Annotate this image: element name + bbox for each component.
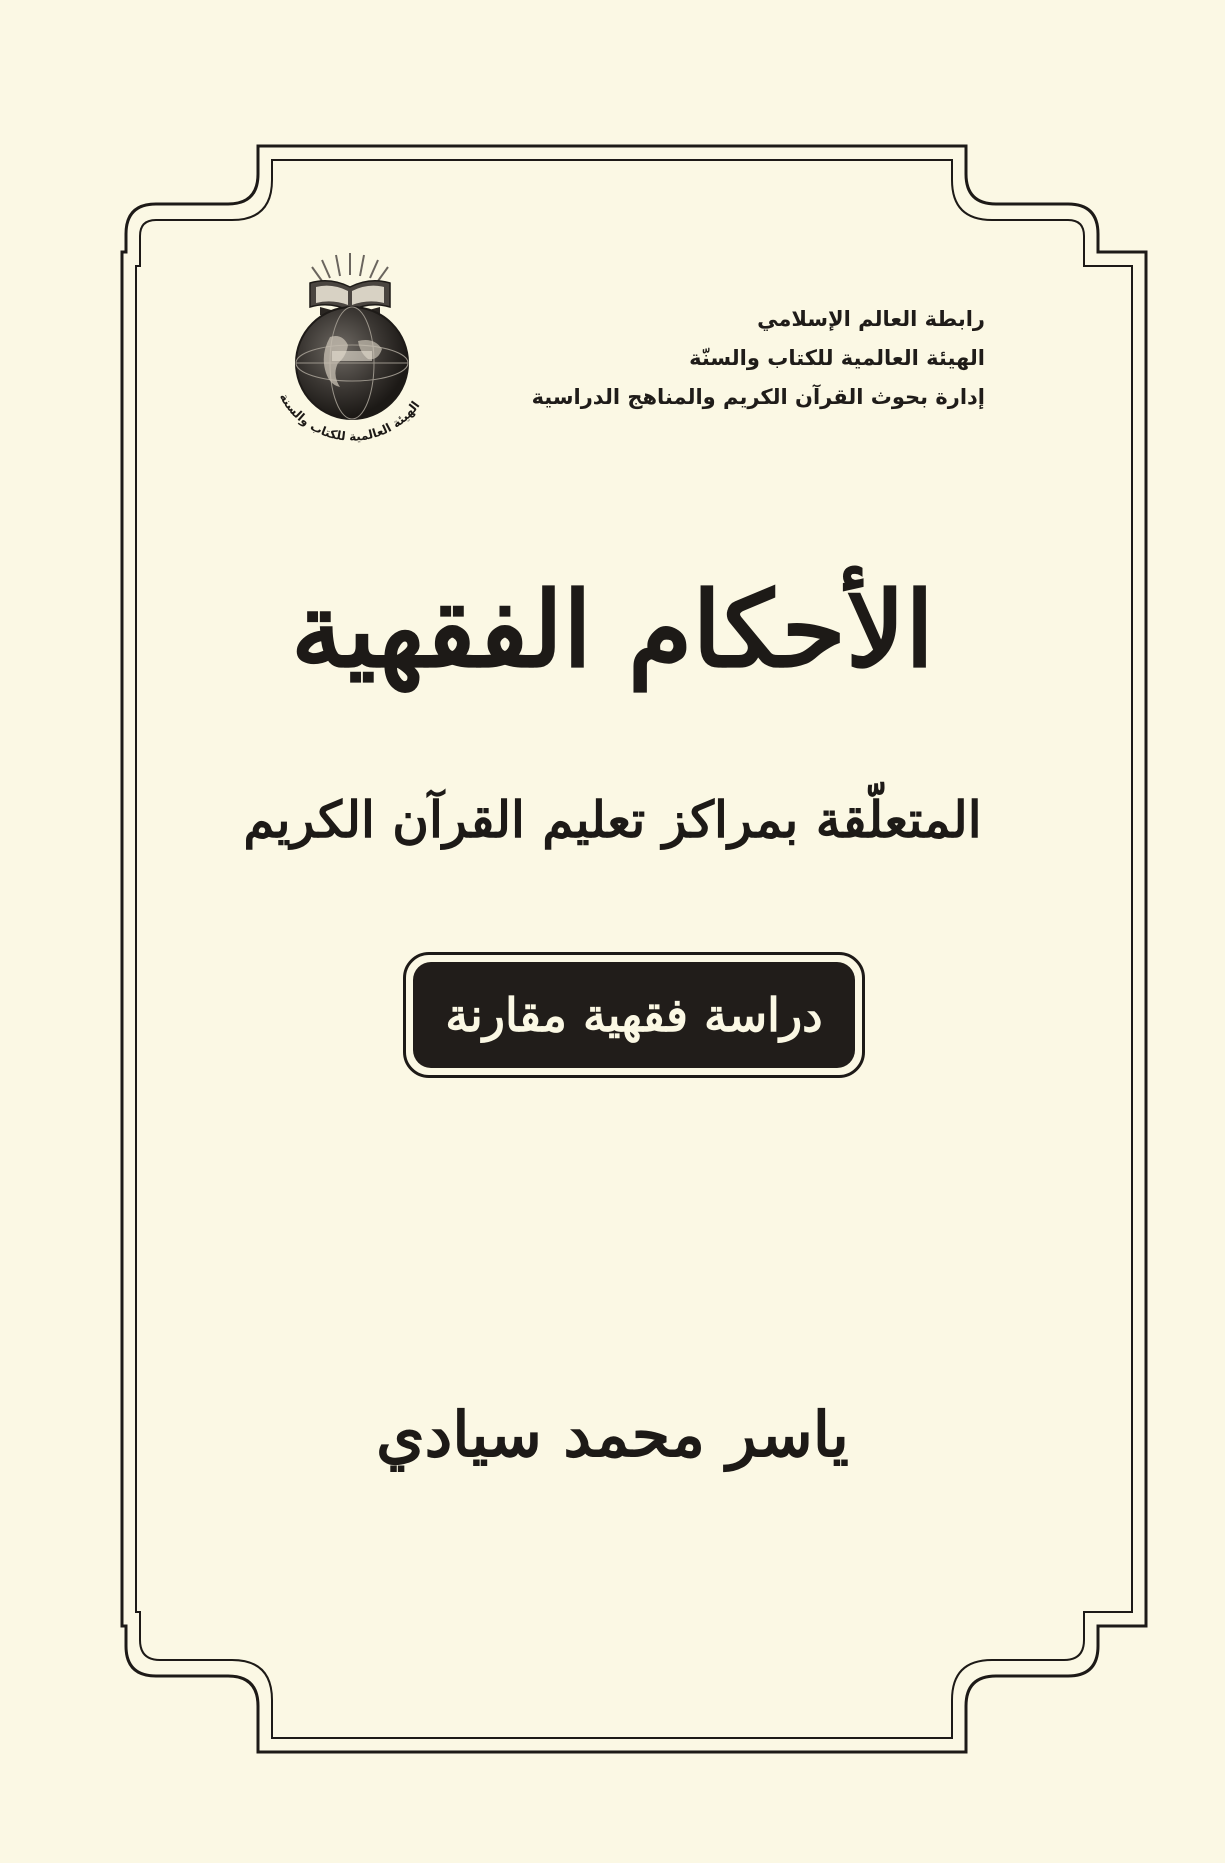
publisher-emblem: [250, 245, 450, 460]
book-subtitle: المتعلّقة بمراكز تعليم القرآن الكريم: [243, 790, 982, 849]
book-title: الأحكام الفقهية: [290, 568, 935, 691]
svg-text:الهيئة العالمية للكتاب والسنة: الهيئة العالمية للكتاب والسنة: [276, 390, 423, 444]
publisher-line-3: إدارة بحوث القرآن الكريم والمناهج الدراسية: [531, 385, 985, 409]
study-type-label: دراسة فقهية مقارنة: [445, 988, 823, 1042]
study-type-badge-inner: [413, 962, 855, 1068]
author-name: ياسر محمد سيادي: [376, 1398, 849, 1471]
sun-rays-icon: [312, 253, 388, 281]
globe-icon: [296, 307, 408, 419]
publisher-line-1: رابطة العالم الإسلامي: [757, 307, 985, 331]
study-type-badge: [403, 952, 865, 1078]
publisher-line-2: الهيئة العالمية للكتاب والسنّة: [689, 346, 985, 370]
publisher-lines: [465, 300, 985, 417]
